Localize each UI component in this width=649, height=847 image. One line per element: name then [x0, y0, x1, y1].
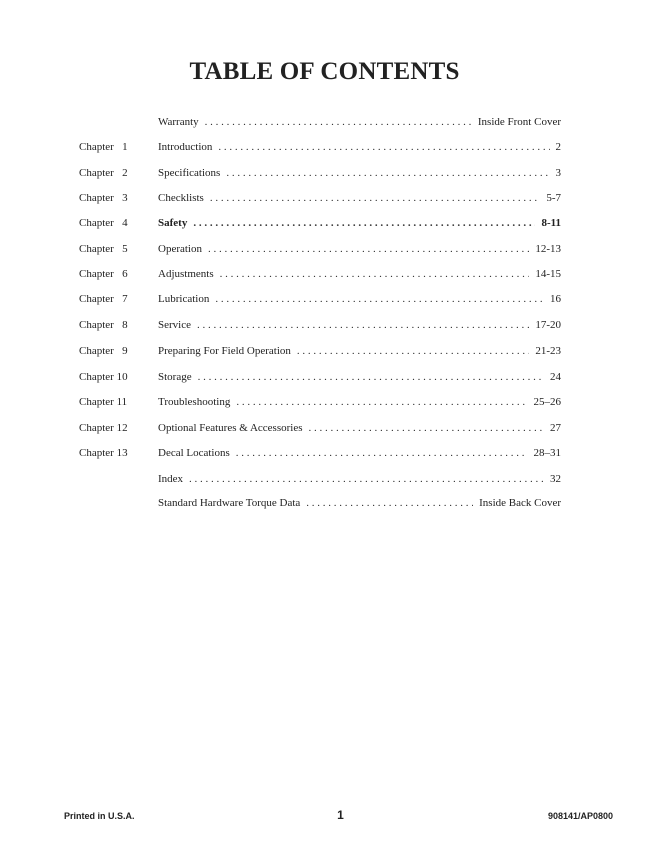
chapter-label: Chapter 3 [79, 192, 128, 204]
toc-entry-preparing-for-field-operation[interactable] [0, 341, 649, 361]
entry-page: 8-11 [541, 217, 561, 229]
dot-leader [309, 418, 545, 438]
entry-page: 21-23 [535, 345, 561, 357]
dot-leader [218, 137, 549, 157]
entry-page: 28–31 [533, 447, 561, 459]
toc-entry-checklists[interactable] [0, 188, 649, 208]
entry-title: Introduction [158, 141, 213, 153]
toc-entry-operation[interactable] [0, 239, 649, 259]
dot-leader [193, 213, 535, 233]
dot-leader [189, 469, 544, 489]
entry-page: 2 [555, 141, 561, 153]
entry-page: 5-7 [546, 192, 561, 204]
chapter-label: Chapter 7 [79, 293, 128, 305]
chapter-label: Chapter 8 [79, 319, 128, 331]
entry-title: Decal Locations [158, 447, 230, 459]
document-code: 908141/AP0800 [547, 811, 613, 821]
entry-page: Inside Back Cover [479, 497, 561, 509]
dot-leader [297, 341, 529, 361]
entry-page: 3 [555, 167, 561, 179]
toc-entry-troubleshooting[interactable] [0, 392, 649, 412]
chapter-label: Chapter 5 [79, 243, 128, 255]
dot-leader [236, 443, 528, 463]
entry-page: 12-13 [535, 243, 561, 255]
toc-entry-warranty[interactable] [0, 112, 649, 132]
chapter-label: Chapter 9 [79, 345, 128, 357]
entry-title: Lubrication [158, 293, 210, 305]
chapter-label: Chapter 4 [79, 217, 128, 229]
dot-leader [306, 493, 473, 513]
chapter-label: Chapter 13 [79, 447, 128, 459]
entry-page: 24 [550, 371, 561, 383]
page-title: TABLE OF CONTENTS [189, 58, 460, 85]
printed-in-text: Printed in U.S.A. [64, 811, 135, 821]
entry-page: 16 [550, 293, 561, 305]
entry-title: Adjustments [158, 268, 214, 280]
toc-entry-specifications[interactable] [0, 163, 649, 183]
entry-page: 14-15 [535, 268, 561, 280]
entry-title: Specifications [158, 167, 221, 179]
toc-entry-introduction[interactable] [0, 137, 649, 157]
chapter-label: Chapter 10 [79, 371, 128, 383]
toc-entry-decal-locations[interactable] [0, 443, 649, 463]
chapter-label: Chapter 2 [79, 167, 128, 179]
entry-title: Index [158, 473, 184, 485]
toc-entry-safety[interactable] [0, 213, 649, 233]
chapter-label: Chapter 12 [79, 422, 128, 434]
dot-leader [205, 112, 472, 132]
dot-leader [236, 392, 527, 412]
dot-leader [226, 163, 549, 183]
dot-leader [215, 289, 544, 309]
dot-leader [210, 188, 540, 208]
dot-leader [197, 315, 529, 335]
entry-title: Preparing For Field Operation [158, 345, 291, 357]
dot-leader [198, 367, 544, 387]
entry-title: Safety [158, 217, 188, 229]
dot-leader [220, 264, 530, 284]
entry-title: Troubleshooting [158, 396, 231, 408]
entry-page: Inside Front Cover [477, 116, 561, 128]
chapter-label: Chapter 11 [79, 396, 128, 408]
toc-entry-lubrication[interactable] [0, 289, 649, 309]
toc-entry-index[interactable] [0, 469, 649, 489]
entry-title: Standard Hardware Torque Data [158, 497, 301, 509]
toc-entry-service[interactable] [0, 315, 649, 335]
entry-title: Operation [158, 243, 202, 255]
entry-page: 17-20 [535, 319, 561, 331]
entry-title: Service [158, 319, 191, 331]
entry-title: Warranty [158, 116, 199, 128]
chapter-label: Chapter 1 [79, 141, 128, 153]
entry-page: 32 [550, 473, 561, 485]
toc-entry-storage[interactable] [0, 367, 649, 387]
chapter-label: Chapter 6 [79, 268, 128, 280]
toc-entry-torque-data[interactable] [0, 493, 649, 513]
entry-page: 27 [550, 422, 561, 434]
toc-entry-adjustments[interactable] [0, 264, 649, 284]
entry-title: Optional Features & Accessories [158, 422, 303, 434]
page-number: 1 [337, 808, 344, 822]
toc-entry-optional-features[interactable] [0, 418, 649, 438]
page-footer [0, 808, 649, 824]
entry-title: Checklists [158, 192, 204, 204]
entry-title: Storage [158, 371, 192, 383]
dot-leader [208, 239, 529, 259]
entry-page: 25–26 [533, 396, 561, 408]
